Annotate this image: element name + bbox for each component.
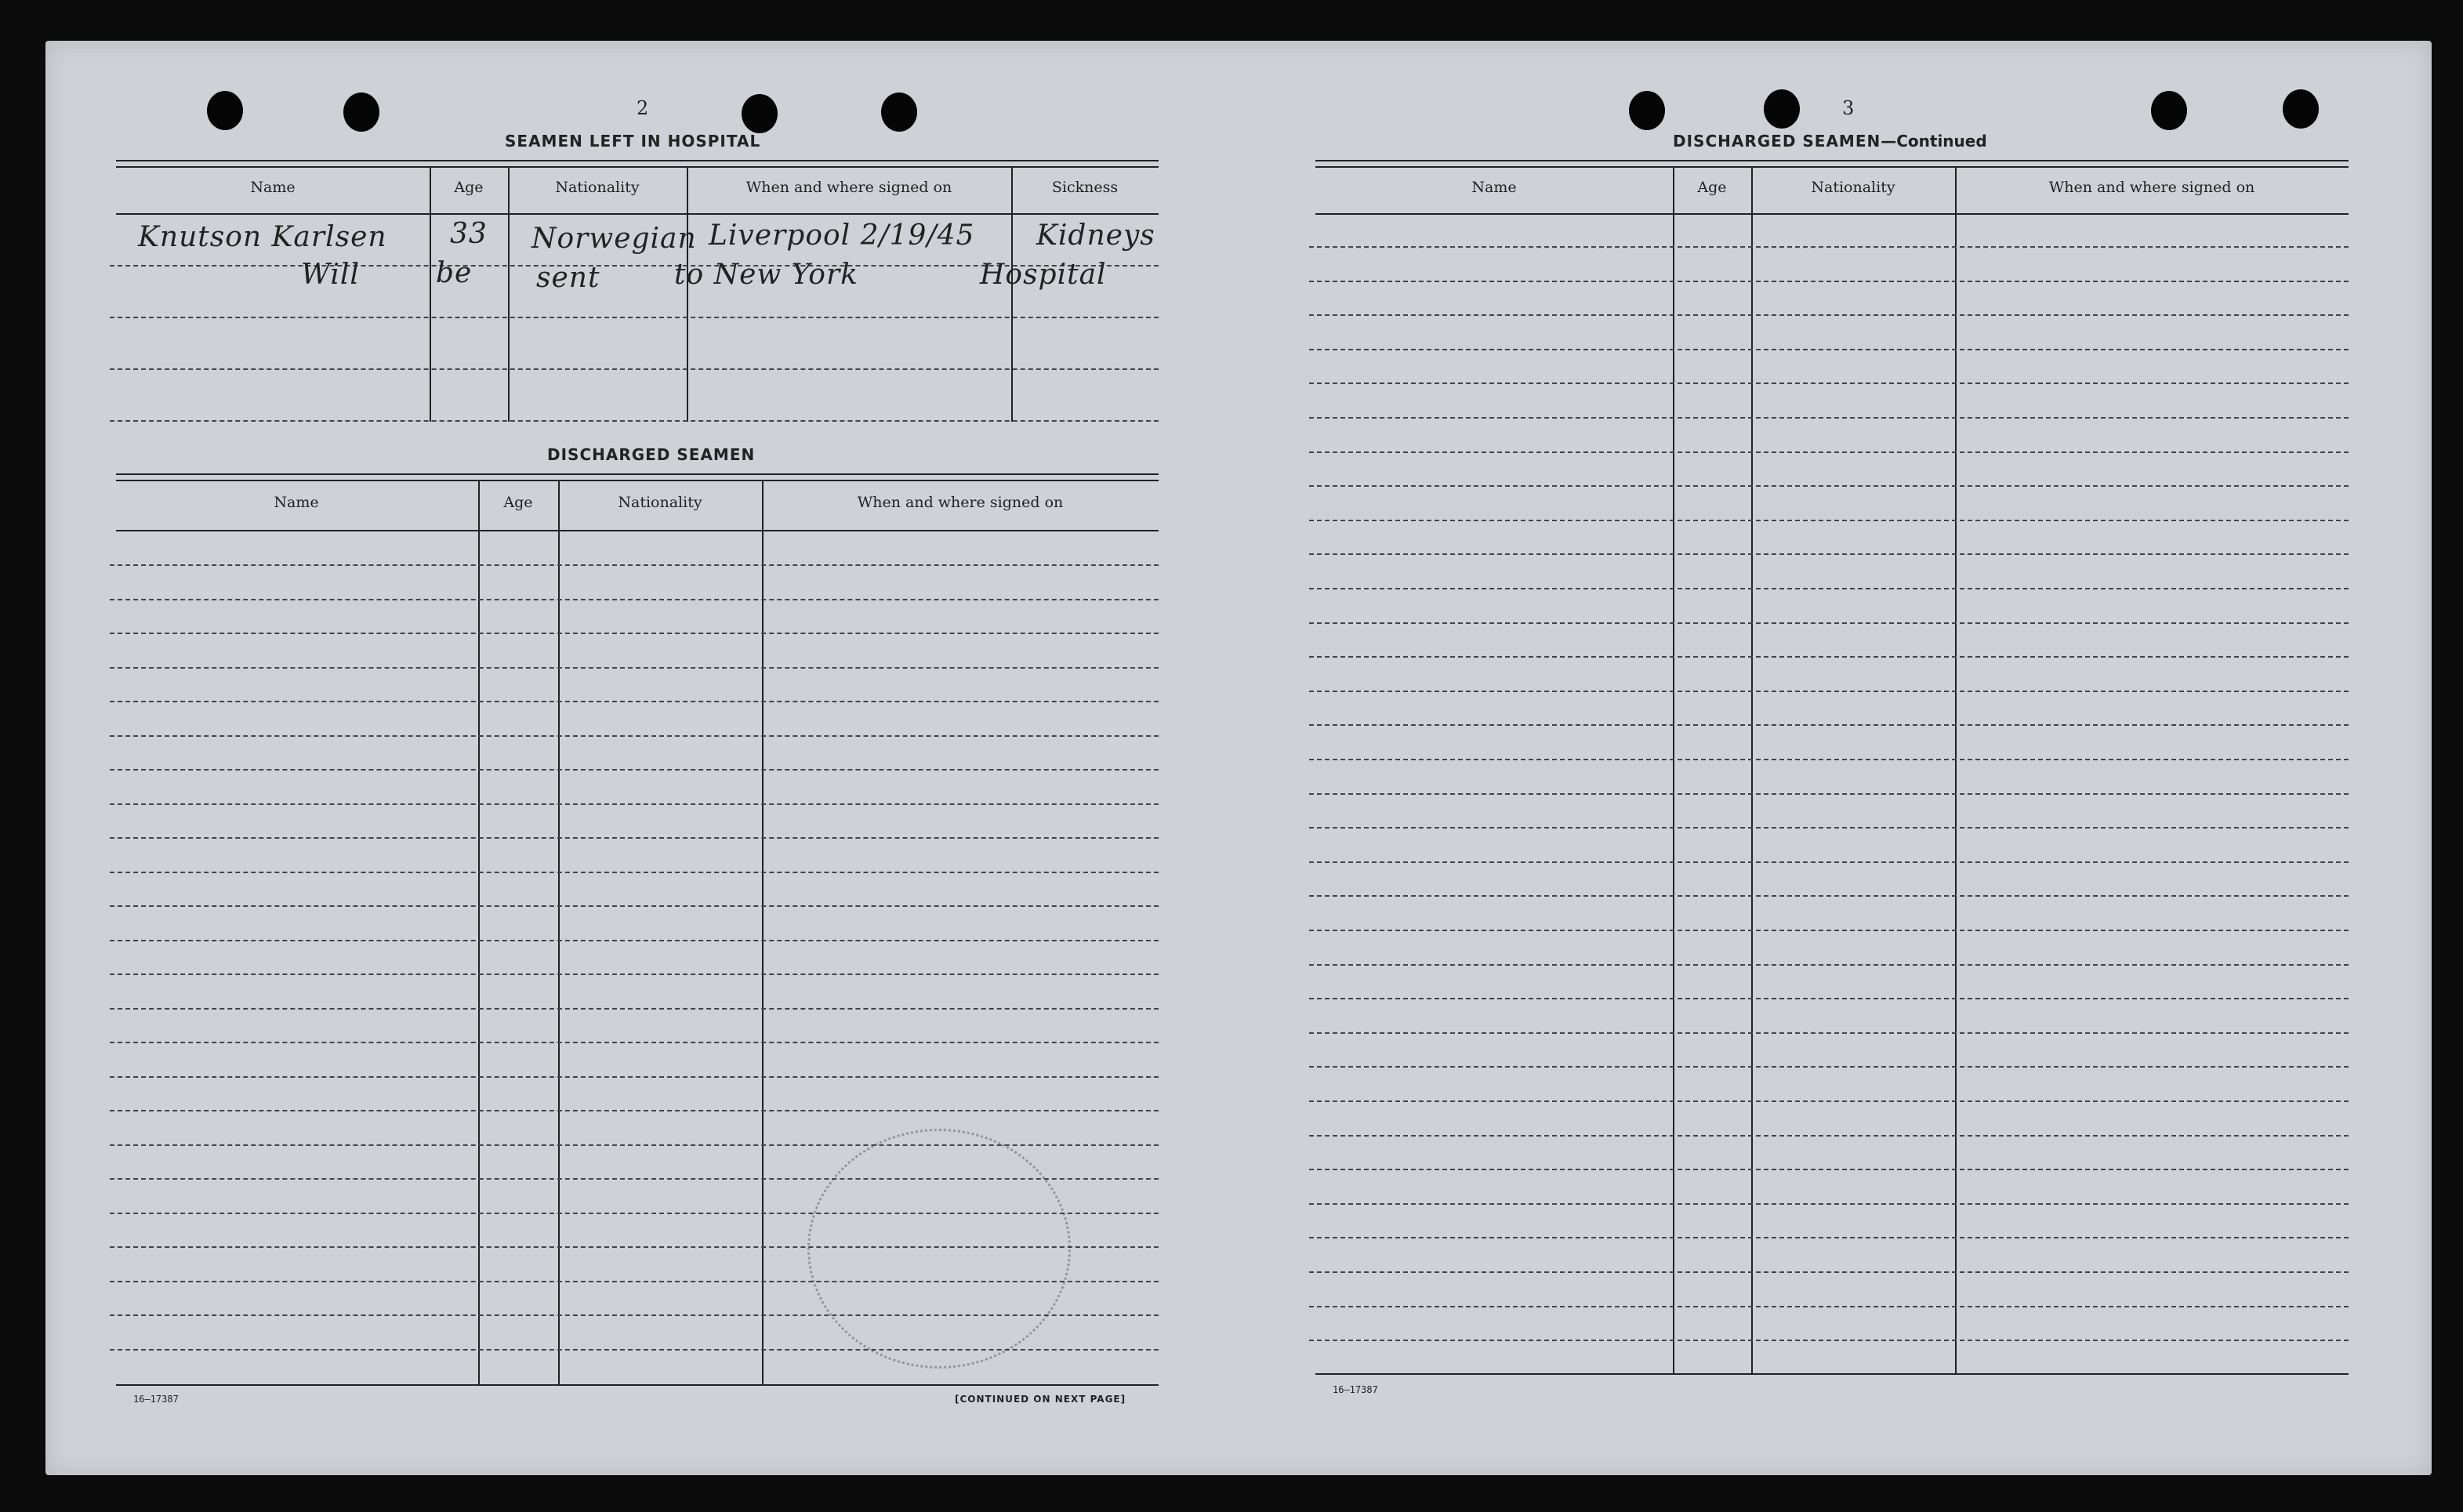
hospital-note-word: sent <box>536 262 600 294</box>
hospital-header-nationality: Nationality <box>555 179 640 196</box>
ruled-row-line <box>1309 383 2349 384</box>
hospital-header-signed-on: When and where signed on <box>745 179 952 196</box>
ruled-row-line <box>1309 588 2349 589</box>
form-number-right: 16—17387 <box>1333 1384 1378 1395</box>
continued-col-divider <box>1751 166 1753 1373</box>
hospital-col-divider <box>430 166 431 422</box>
faint-stamp <box>807 1129 1071 1369</box>
ruled-row-line <box>1309 724 2349 726</box>
ruled-row-line <box>1309 691 2349 692</box>
ruled-row-line <box>110 1110 1159 1111</box>
ruled-row-line <box>110 1008 1159 1010</box>
ruled-row-line <box>1309 417 2349 419</box>
continued-header-rule <box>1315 213 2349 215</box>
hospital-entry-age: 33 <box>450 218 488 250</box>
ruled-row-line <box>1309 349 2349 350</box>
discharged-col-divider <box>478 481 480 1384</box>
document-sheet <box>45 41 2432 1475</box>
hospital-header-age: Age <box>454 179 484 196</box>
discharged-header-rule <box>116 530 1159 531</box>
discharged-col-divider <box>762 481 764 1384</box>
ruled-row-line <box>1309 1203 2349 1205</box>
ruled-row-line <box>110 905 1159 907</box>
ruled-row-line <box>1309 451 2349 453</box>
ruled-row-line <box>1309 1135 2349 1137</box>
ruled-row-line <box>110 735 1159 737</box>
continued-col-divider <box>1673 166 1674 1373</box>
hospital-entry-sickness: Kidneys <box>1036 219 1155 252</box>
hospital-note-word: Will <box>301 259 360 291</box>
continued-col-divider <box>1955 166 1957 1373</box>
continued-header-nationality: Nationality <box>1811 179 1895 196</box>
continued-header-signed-on: When and where signed on <box>2048 179 2255 196</box>
ruled-row-line <box>110 837 1159 839</box>
discharged-bottom-rule <box>116 1384 1159 1386</box>
ruled-row-line <box>1309 520 2349 521</box>
ruled-row-line <box>1309 930 2349 931</box>
ruled-row-line <box>1309 1032 2349 1034</box>
ruled-row-line <box>1309 656 2349 658</box>
ruled-row-line <box>1309 793 2349 795</box>
punch-hole <box>2283 89 2319 129</box>
continued-title-main: DISCHARGED SEAMEN <box>1673 132 1881 150</box>
punch-hole <box>742 94 778 133</box>
hospital-note-word: Hospital <box>980 259 1107 291</box>
ruled-row-line <box>1309 1169 2349 1170</box>
hospital-section-title: SEAMEN LEFT IN HOSPITAL <box>505 132 761 150</box>
hospital-col-divider <box>508 166 510 422</box>
ruled-row-line <box>1309 1306 2349 1307</box>
ruled-row-line <box>110 940 1159 941</box>
ruled-row-line <box>1309 281 2349 282</box>
continued-top-rule <box>1315 160 2349 168</box>
ruled-row-line <box>110 803 1159 805</box>
form-number-left: 16—17387 <box>133 1394 179 1405</box>
ruled-row-line <box>1309 1066 2349 1068</box>
ruled-row-line <box>110 667 1159 669</box>
punch-hole <box>1764 89 1800 129</box>
hospital-row-line <box>110 317 1159 318</box>
hospital-header-name: Name <box>250 179 296 196</box>
ruled-row-line <box>1309 759 2349 760</box>
discharged-header-age: Age <box>503 494 533 511</box>
continued-title-suffix: —Continued <box>1881 132 1987 150</box>
ruled-row-line <box>110 599 1159 600</box>
ruled-row-line <box>1309 895 2349 897</box>
hospital-entry-nationality: Norwegian <box>531 223 697 255</box>
hospital-row-line <box>110 368 1159 370</box>
hospital-entry-signed-on: Liverpool 2/19/45 <box>709 219 975 252</box>
hospital-note-word: be <box>436 257 473 289</box>
hospital-note-word: to New York <box>674 259 858 291</box>
hospital-col-divider <box>687 166 688 422</box>
ruled-row-line <box>110 701 1159 702</box>
ruled-row-line <box>1309 1271 2349 1273</box>
ruled-row-line <box>1309 246 2349 248</box>
ruled-row-line <box>1309 964 2349 966</box>
hospital-header-sickness: Sickness <box>1051 179 1119 196</box>
ruled-row-line <box>110 633 1159 634</box>
punch-hole <box>207 91 243 130</box>
ruled-row-line <box>110 1076 1159 1078</box>
discharged-header-signed-on: When and where signed on <box>857 494 1064 511</box>
hospital-col-divider <box>1011 166 1013 422</box>
punch-hole <box>2151 91 2187 130</box>
discharged-header-name: Name <box>274 494 319 511</box>
ruled-row-line <box>1309 485 2349 487</box>
ruled-row-line <box>110 872 1159 873</box>
punch-hole <box>881 92 917 132</box>
ruled-row-line <box>1309 1340 2349 1341</box>
ruled-row-line <box>1309 1100 2349 1102</box>
continued-section-title <box>1673 132 1987 150</box>
ruled-row-line <box>110 1042 1159 1043</box>
ruled-row-line <box>1309 1237 2349 1238</box>
ruled-row-line <box>1309 314 2349 316</box>
discharged-header-nationality: Nationality <box>618 494 702 511</box>
ruled-row-line <box>110 564 1159 566</box>
ruled-row-line <box>1309 553 2349 555</box>
ruled-row-line <box>1309 998 2349 999</box>
continued-note: [CONTINUED ON NEXT PAGE] <box>955 1394 1126 1405</box>
continued-header-age: Age <box>1697 179 1727 196</box>
page-number-left: 2 <box>637 97 649 119</box>
hospital-row-line <box>110 420 1159 422</box>
punch-hole <box>343 92 379 132</box>
ruled-row-line <box>1309 622 2349 624</box>
hospital-top-rule <box>116 160 1159 168</box>
hospital-header-rule <box>116 213 1159 215</box>
hospital-entry-name: Knutson Karlsen <box>138 221 387 253</box>
punch-hole <box>1629 91 1665 130</box>
continued-header-name: Name <box>1471 179 1517 196</box>
discharged-top-rule <box>116 473 1159 481</box>
continued-bottom-rule <box>1315 1373 2349 1375</box>
discharged-col-divider <box>558 481 560 1384</box>
ruled-row-line <box>1309 861 2349 863</box>
ruled-row-line <box>110 769 1159 771</box>
page-number-right: 3 <box>1842 97 1855 119</box>
ruled-row-line <box>110 974 1159 975</box>
ruled-row-line <box>1309 827 2349 829</box>
discharged-section-title: DISCHARGED SEAMEN <box>547 445 756 464</box>
